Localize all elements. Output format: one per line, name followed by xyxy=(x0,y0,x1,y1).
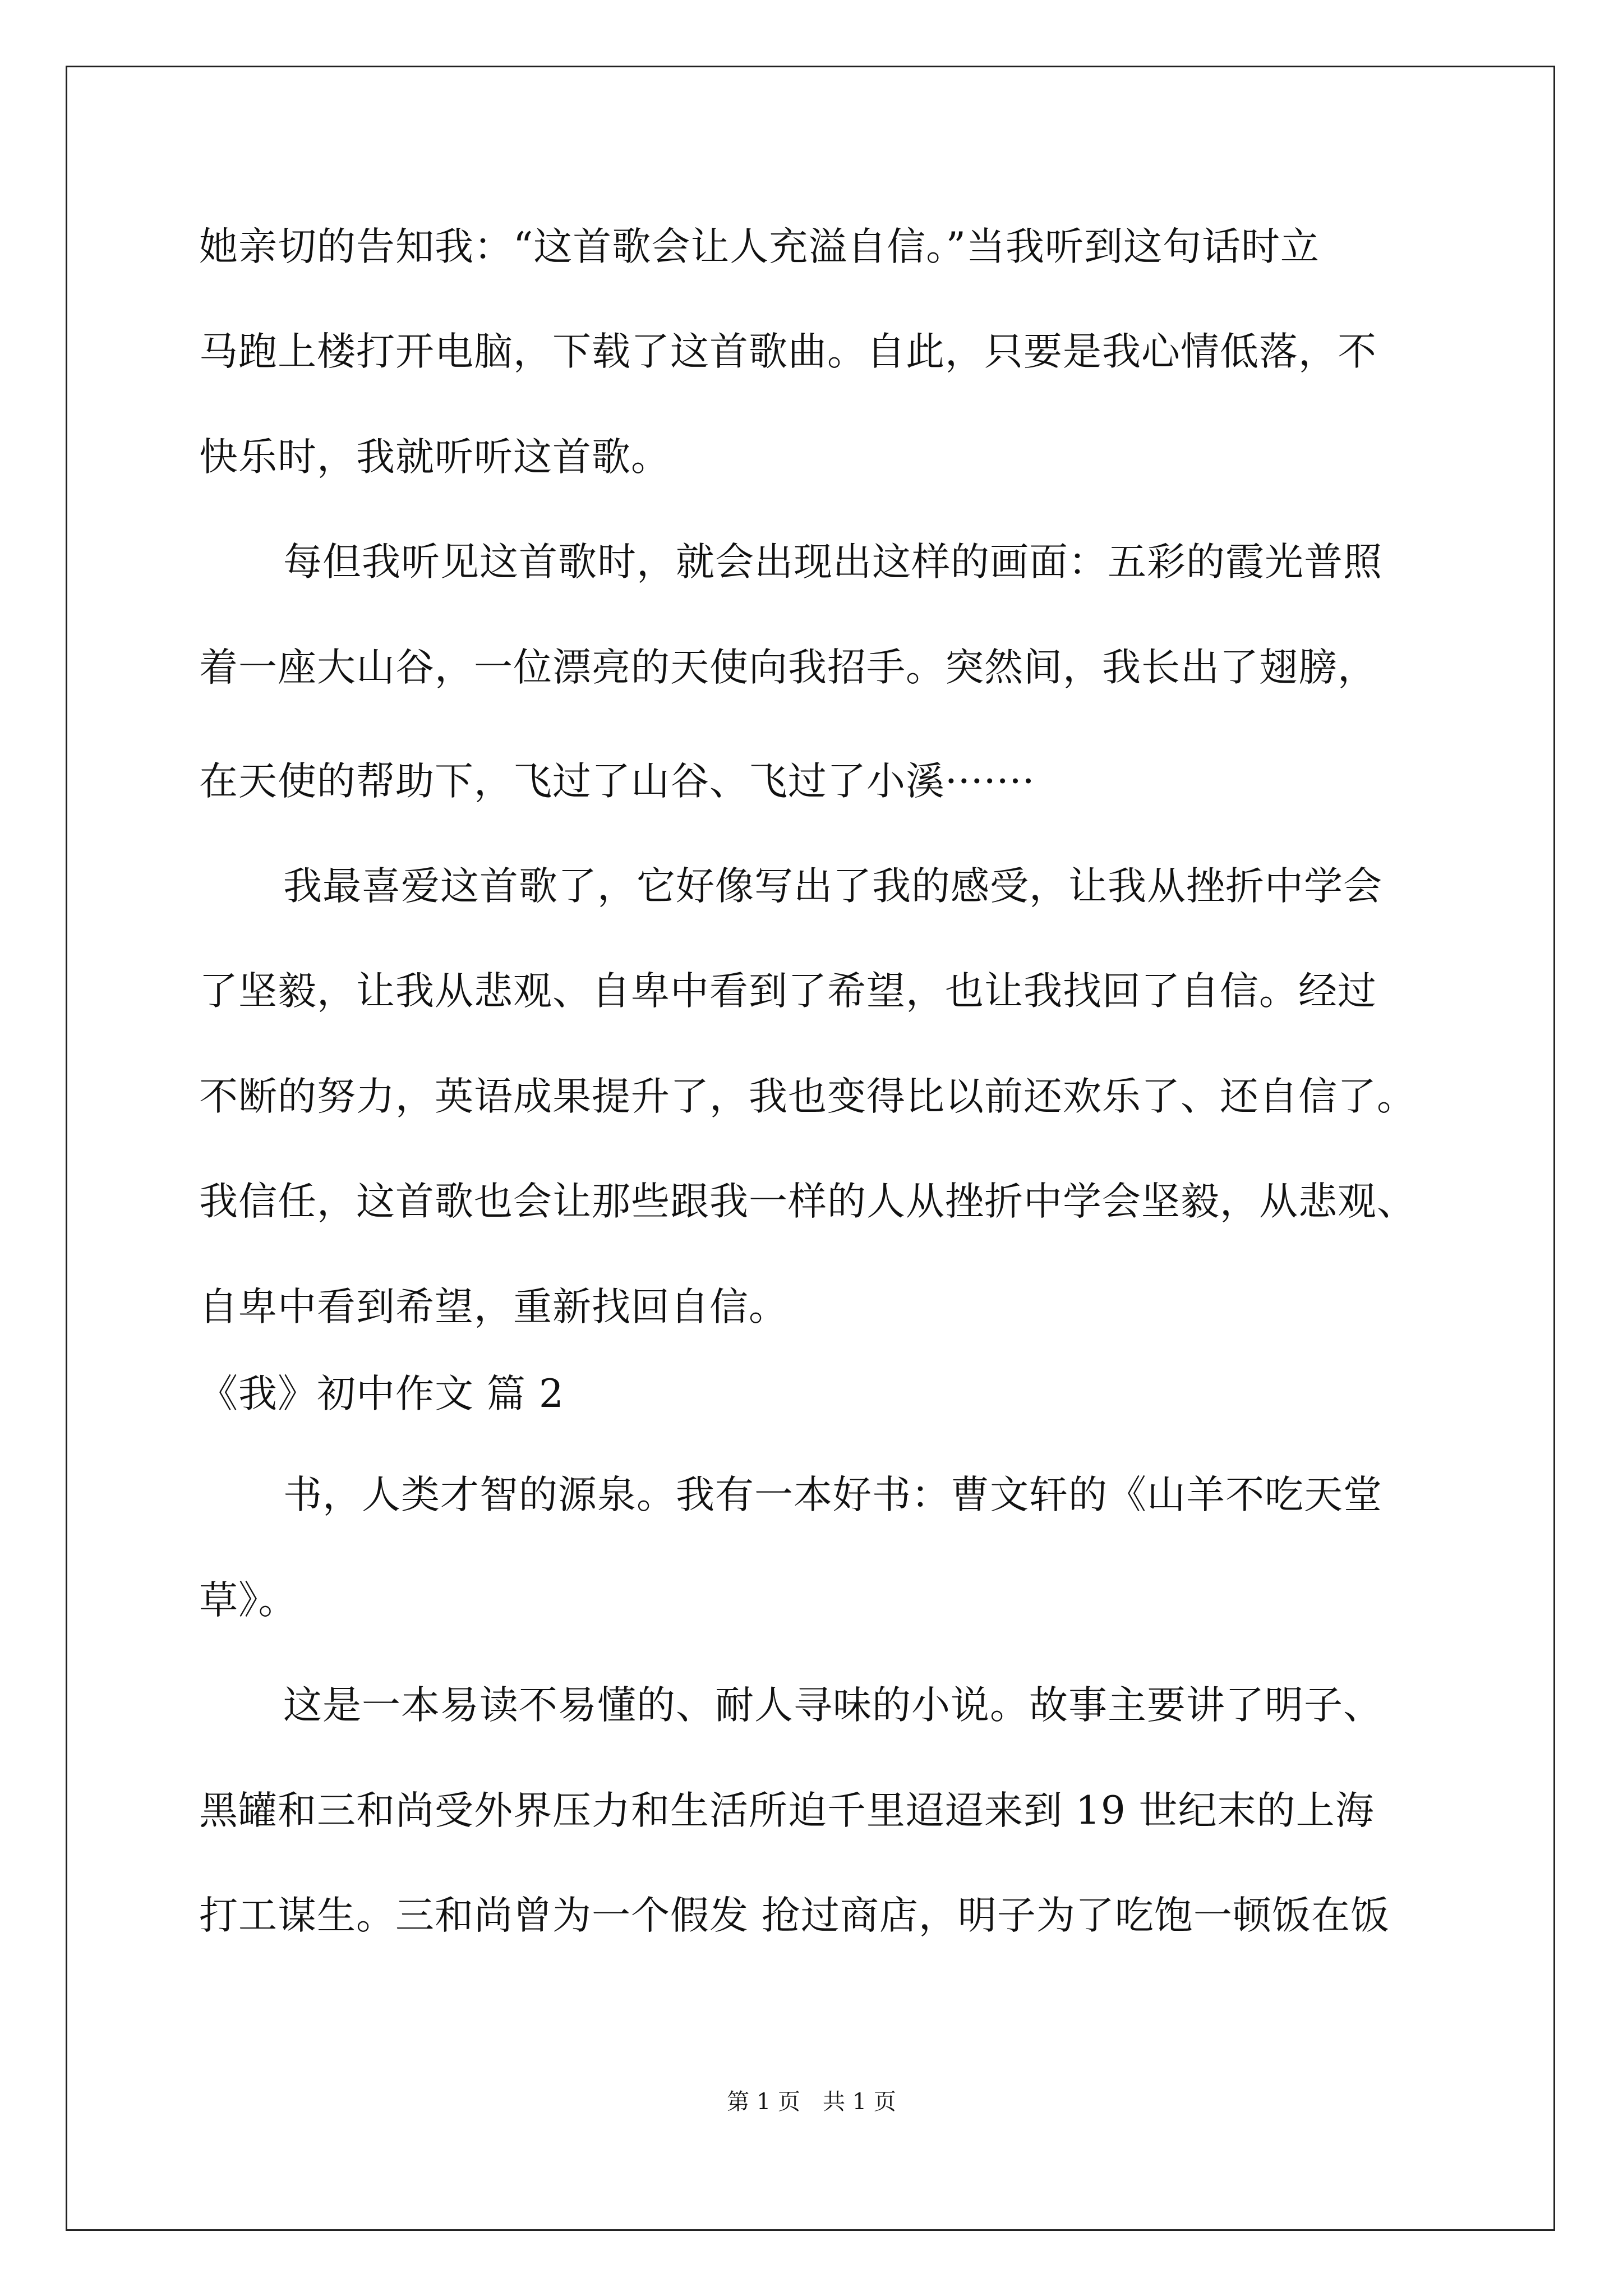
paragraph-3-line-4: 我信任，这首歌也会让那些跟我一样的人从挫折中学会坚毅，从悲观、 xyxy=(199,1179,1416,1224)
paragraph-2-line-3: 在天使的帮助下，飞过了山谷、飞过了小溪······· xyxy=(199,759,1035,804)
paragraph-5-line-1: 这是一本易读不易懂的、耐人寻味的小说。故事主要讲了明子、 xyxy=(283,1683,1382,1728)
section-heading: 《我》初中作文 篇 2 xyxy=(199,1372,564,1416)
paragraph-3-line-5: 自卑中看到希望，重新找回自信。 xyxy=(199,1285,788,1329)
paragraph-1-line-3: 快乐时，我就听听这首歌。 xyxy=(199,435,670,480)
paragraph-5-line-3: 打工谋生。三和尚曾为一个假发 抢过商店，明子为了吃饱一顿饭在饭 xyxy=(199,1893,1390,1938)
paragraph-2-line-2: 着一座大山谷，一位漂亮的天使向我招手。突然间，我长出了翅膀， xyxy=(199,645,1377,690)
paragraph-2-line-1: 每但我听见这首歌时，就会出现出这样的画面：五彩的霞光普照 xyxy=(283,540,1382,585)
paragraph-5-line-2: 黑罐和三和尚受外界压力和生活所迫千里迢迢来到 19 世纪末的上海 xyxy=(199,1788,1375,1833)
paragraph-4-line-2: 草》。 xyxy=(199,1578,298,1623)
paragraph-3-line-3: 不断的努力，英语成果提升了，我也变得比以前还欢乐了、还自信了。 xyxy=(199,1074,1416,1119)
paragraph-3-line-2: 了坚毅，让我从悲观、自卑中看到了希望，也让我找回了自信。经过 xyxy=(199,969,1377,1014)
page-footer: 第 1 页 共 1 页 xyxy=(727,2089,896,2115)
paragraph-1-line-1: 她亲切的告知我：“这首歌会让人充溢自信。”当我听到这句话时立 xyxy=(199,224,1320,269)
paragraph-1-line-2: 马跑上楼打开电脑，下载了这首歌曲。自此，只要是我心情低落，不 xyxy=(199,329,1377,374)
paragraph-3-line-1: 我最喜爱这首歌了，它好像写出了我的感受，让我从挫折中学会 xyxy=(283,864,1382,909)
paragraph-4-line-1: 书，人类才智的源泉。我有一本好书：曹文轩的《山羊不吃天堂 xyxy=(283,1473,1382,1517)
